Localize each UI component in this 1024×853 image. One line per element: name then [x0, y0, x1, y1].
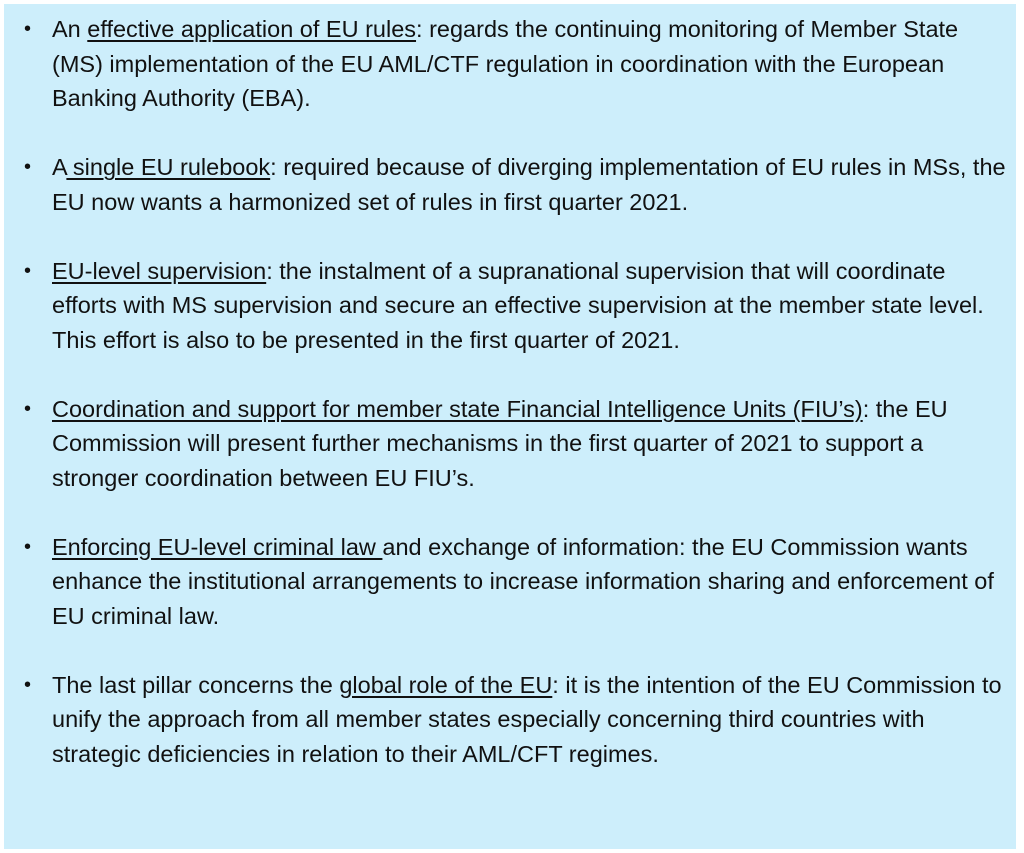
item-underlined-term: Enforcing EU-level criminal law	[52, 533, 383, 560]
bullet-icon: •	[24, 535, 32, 558]
list-item	[4, 12, 1016, 116]
item-text-post: : regards the continuing monitoring of Member State (MS) implementation of the EU AML/CTF regulation in coordination with the European Banking Authority (EBA).	[52, 16, 959, 111]
list-item	[4, 668, 1016, 772]
list-item	[4, 150, 1016, 219]
list-item	[4, 254, 1016, 358]
item-text-pre: The last pillar concerns the	[52, 671, 340, 698]
bullet-icon: •	[24, 259, 32, 282]
bullet-icon: •	[24, 156, 32, 178]
item-text-post: : it is the intention of the EU Commission to unify the approach from all member states especially concerning third countries with strategic deficiencies in relation to their AML/CFT regimes.	[52, 671, 1002, 767]
list-item	[4, 530, 1016, 634]
bullet-icon: •	[24, 397, 32, 420]
item-text-post: : the instalment of a supranational supervision that will coordinate efforts with MS supervision and secure an effective supervision at the member state level. This effort is also to be presented in the first quarter of 2021.	[52, 257, 984, 353]
item-text-post: and exchange of information: the EU Commission wants enhance the institutional arrangements to increase information sharing and enforcement of EU criminal law.	[52, 533, 994, 629]
item-text-pre: An	[52, 16, 88, 42]
item-text-post: : the EU Commission will present further mechanisms in the first quarter of 2021 to support a stronger coordination between EU FIU’s.	[52, 395, 948, 491]
item-underlined-term: EU-level supervision	[52, 257, 267, 284]
item-underlined-term: effective application of EU rules	[87, 16, 417, 42]
item-text-pre: A	[52, 154, 67, 180]
content-panel	[4, 4, 1016, 849]
list-item	[4, 392, 1016, 496]
bullet-icon: •	[24, 18, 32, 40]
item-underlined-term: single EU rulebook	[66, 154, 271, 180]
item-underlined-term: global role of the EU	[339, 671, 553, 698]
item-text-post: : required because of diverging implementation of EU rules in MSs, the EU now wants a harmonized set of rules in first quarter 2021.	[52, 154, 1006, 215]
item-underlined-term: Coordination and support for member state Financial Intelligence Units (FIU’s)	[52, 395, 863, 422]
bullet-icon: •	[24, 673, 32, 696]
pillar-bullet-list	[4, 12, 1016, 806]
